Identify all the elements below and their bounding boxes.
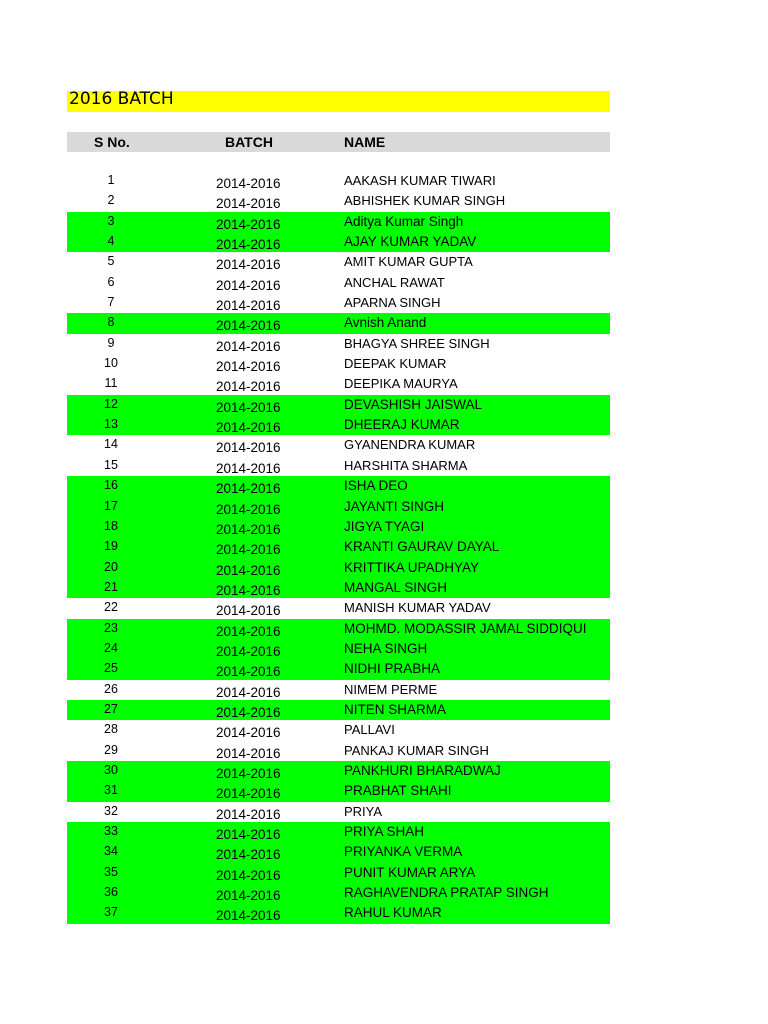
row-name: RAGHAVENDRA PRATAP SINGH — [344, 885, 549, 901]
row-name: HARSHITA SHARMA — [344, 457, 468, 473]
row-name: JAYANTI SINGH — [344, 498, 445, 514]
table-row — [67, 191, 610, 211]
row-name: PRABHAT SHAHI — [344, 783, 452, 799]
row-batch: 2014-2016 — [216, 542, 281, 558]
row-batch: 2014-2016 — [216, 318, 281, 334]
row-batch: 2014-2016 — [216, 562, 281, 578]
row-name: PRIYA SHAH — [344, 824, 425, 839]
row-sno: 36 — [104, 885, 118, 900]
row-batch: 2014-2016 — [216, 420, 281, 436]
table-row — [67, 883, 610, 903]
row-sno: 23 — [104, 620, 118, 635]
row-sno: 13 — [104, 417, 118, 432]
row-sno: 22 — [104, 600, 118, 615]
row-name: ABHISHEK KUMAR SINGH — [344, 193, 506, 209]
row-name: MANGAL SINGH — [344, 579, 448, 595]
row-name: PRIYA — [344, 803, 383, 819]
row-sno: 27 — [104, 701, 118, 716]
row-batch: 2014-2016 — [216, 481, 281, 497]
table-row — [67, 354, 610, 374]
row-sno: 3 — [107, 213, 115, 228]
row-sno: 33 — [104, 824, 118, 838]
row-batch: 2014-2016 — [216, 399, 281, 415]
row-batch: 2014-2016 — [216, 745, 281, 761]
table-row — [67, 171, 610, 191]
header-sno: S No. — [94, 134, 130, 150]
row-name: AJAY KUMAR YADAV — [344, 234, 477, 250]
table-row — [67, 680, 610, 700]
row-batch: 2014-2016 — [216, 765, 281, 781]
row-name: GYANENDRA KUMAR — [344, 437, 476, 453]
row-sno: 16 — [104, 478, 118, 493]
row-sno: 37 — [104, 905, 118, 920]
table-row — [67, 476, 610, 496]
row-name: MANISH KUMAR YADAV — [344, 600, 491, 616]
row-sno: 7 — [107, 295, 115, 310]
row-batch: 2014-2016 — [216, 684, 281, 700]
row-name: PRIYANKA VERMA — [344, 844, 463, 860]
row-sno: 14 — [104, 437, 118, 452]
table-row — [67, 395, 610, 415]
table-row — [67, 252, 610, 272]
row-name: Avnish Anand — [344, 315, 427, 331]
sheet-title-bar — [67, 91, 610, 112]
row-name: NIMEM PERME — [344, 681, 438, 697]
row-sno: 4 — [107, 234, 115, 249]
table-row — [67, 741, 610, 761]
row-batch: 2014-2016 — [216, 379, 281, 395]
row-batch: 2014-2016 — [216, 176, 281, 191]
table-row — [67, 232, 610, 252]
row-batch: 2014-2016 — [216, 277, 281, 293]
row-sno: 8 — [107, 315, 115, 330]
row-name: PANKAJ KUMAR SINGH — [344, 742, 489, 758]
row-batch: 2014-2016 — [216, 237, 281, 253]
row-batch: 2014-2016 — [216, 786, 281, 802]
row-sno: 17 — [104, 498, 118, 513]
row-name: NEHA SINGH — [344, 640, 428, 656]
row-sno: 26 — [104, 681, 118, 696]
row-sno: 29 — [104, 742, 118, 757]
row-batch: 2014-2016 — [216, 359, 281, 375]
row-batch: 2014-2016 — [216, 704, 281, 720]
table-row — [67, 700, 610, 720]
row-name: DHEERAJ KUMAR — [344, 417, 460, 433]
table-row — [67, 212, 610, 232]
row-sno: 20 — [104, 559, 118, 574]
row-sno: 18 — [104, 518, 118, 533]
row-sno: 19 — [104, 539, 118, 554]
row-sno: 10 — [104, 356, 118, 371]
row-sno: 5 — [107, 254, 115, 269]
table-row — [67, 334, 610, 354]
row-name: AAKASH KUMAR TIWARI — [344, 173, 496, 188]
table-row — [67, 456, 610, 476]
table-row — [67, 842, 610, 862]
table-row — [67, 313, 610, 333]
row-sno: 30 — [104, 762, 118, 777]
row-batch: 2014-2016 — [216, 643, 281, 659]
row-batch: 2014-2016 — [216, 196, 281, 212]
table-row — [67, 415, 610, 435]
row-batch: 2014-2016 — [216, 603, 281, 619]
row-sno: 15 — [104, 457, 118, 472]
table-row — [67, 761, 610, 781]
row-name: JIGYA TYAGI — [344, 518, 425, 534]
header-name: NAME — [344, 134, 386, 150]
row-batch: 2014-2016 — [216, 888, 281, 904]
row-name: KRITTIKA UPADHYAY — [344, 559, 480, 575]
table-row — [67, 863, 610, 883]
row-batch: 2014-2016 — [216, 440, 281, 456]
row-batch: 2014-2016 — [216, 725, 281, 741]
row-batch: 2014-2016 — [216, 806, 281, 822]
row-batch: 2014-2016 — [216, 521, 281, 537]
row-name: MOHMD. MODASSIR JAMAL SIDDIQUI — [344, 620, 587, 636]
table-row — [67, 374, 610, 394]
row-name: KRANTI GAURAV DAYAL — [344, 539, 500, 555]
row-sno: 35 — [104, 864, 118, 879]
table-row — [67, 619, 610, 639]
row-sno: 12 — [104, 396, 118, 411]
row-batch: 2014-2016 — [216, 664, 281, 680]
row-sno: 6 — [107, 274, 115, 289]
table-row — [67, 802, 610, 822]
row-name: Aditya Kumar Singh — [344, 213, 464, 229]
row-sno: 34 — [104, 844, 118, 859]
row-name: PALLAVI — [344, 722, 395, 738]
row-name: NIDHI PRABHA — [344, 661, 441, 677]
row-batch: 2014-2016 — [216, 827, 281, 842]
row-sno: 25 — [104, 661, 118, 676]
row-sno: 31 — [104, 783, 118, 798]
table-row — [67, 822, 610, 842]
row-name: PUNIT KUMAR ARYA — [344, 864, 476, 880]
table-row — [67, 659, 610, 679]
row-batch: 2014-2016 — [216, 338, 281, 354]
row-batch: 2014-2016 — [216, 298, 281, 314]
row-batch: 2014-2016 — [216, 257, 281, 273]
row-name: RAHUL KUMAR — [344, 905, 442, 921]
row-name: DEEPIKA MAURYA — [344, 376, 458, 392]
row-batch: 2014-2016 — [216, 460, 281, 476]
row-name: DEEPAK KUMAR — [344, 356, 447, 372]
row-sno: 2 — [107, 193, 115, 208]
header-batch: BATCH — [225, 134, 273, 150]
row-name: BHAGYA SHREE SINGH — [344, 335, 490, 351]
row-batch: 2014-2016 — [216, 867, 281, 883]
row-sno: 24 — [104, 640, 118, 655]
row-batch: 2014-2016 — [216, 623, 281, 639]
row-sno: 9 — [107, 335, 115, 350]
table-row — [67, 517, 610, 537]
row-batch: 2014-2016 — [216, 847, 281, 863]
table-row — [67, 639, 610, 659]
table-row — [67, 497, 610, 517]
row-name: AMIT KUMAR GUPTA — [344, 254, 473, 270]
row-batch: 2014-2016 — [216, 908, 281, 924]
table-row — [67, 781, 610, 801]
row-sno: 11 — [104, 376, 118, 391]
row-batch: 2014-2016 — [216, 582, 281, 598]
table-row — [67, 720, 610, 740]
row-name: APARNA SINGH — [344, 295, 441, 311]
table-row — [67, 537, 610, 557]
row-sno: 28 — [104, 722, 118, 737]
row-name: DEVASHISH JAISWAL — [344, 396, 483, 412]
row-batch: 2014-2016 — [216, 501, 281, 517]
row-name: NITEN SHARMA — [344, 701, 447, 717]
table-row — [67, 435, 610, 455]
table-row — [67, 578, 610, 598]
sheet-title: 2016 BATCH — [69, 89, 174, 109]
row-batch: 2014-2016 — [216, 216, 281, 232]
row-sno: 21 — [104, 579, 118, 594]
row-sno: 1 — [107, 173, 115, 187]
row-name: ANCHAL RAWAT — [344, 274, 445, 290]
table-row — [67, 293, 610, 313]
row-name: ISHA DEO — [344, 478, 408, 494]
table-row — [67, 558, 610, 578]
table-row — [67, 273, 610, 293]
student-table-body — [67, 171, 610, 924]
table-header — [67, 132, 610, 152]
table-row — [67, 903, 610, 923]
row-name: PANKHURI BHARADWAJ — [344, 762, 501, 778]
table-row — [67, 598, 610, 618]
row-sno: 32 — [104, 803, 118, 818]
